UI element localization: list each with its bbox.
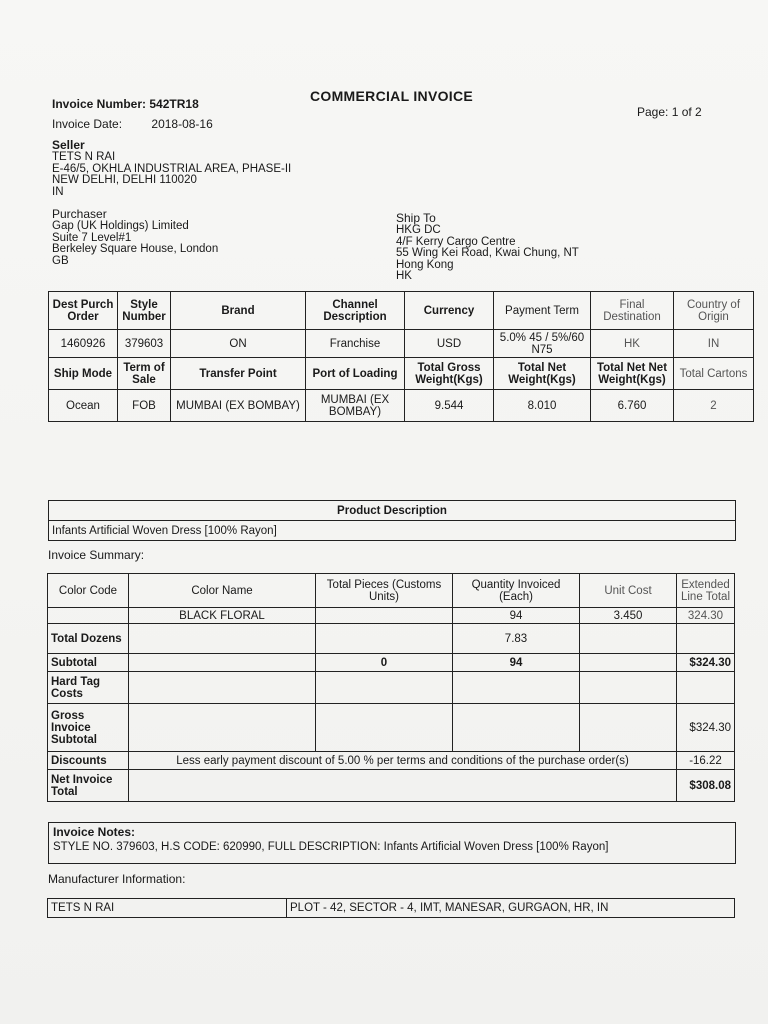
manufacturer-address: PLOT - 42, SECTOR - 4, IMT, MANESAR, GURGAON, HR, IN bbox=[287, 899, 735, 918]
header-ship-mode: Ship Mode bbox=[49, 358, 118, 390]
header-color-name: Color Name bbox=[129, 574, 316, 608]
value-dest-purch-order: 1460926 bbox=[49, 330, 118, 358]
header-dest-purch-order: Dest Purch Order bbox=[49, 292, 118, 330]
seller-line: NEW DELHI, DELHI 110020 bbox=[52, 174, 197, 186]
line-unit-cost: 3.450 bbox=[580, 608, 677, 624]
header-currency: Currency bbox=[405, 292, 494, 330]
invoice-summary-table bbox=[47, 573, 735, 802]
line-color-name: BLACK FLORAL bbox=[129, 608, 316, 624]
total-dozens-value: 7.83 bbox=[453, 624, 580, 654]
header-extended-line-total: Extended Line Total bbox=[677, 574, 735, 608]
value-style-number: 379603 bbox=[118, 330, 171, 358]
value-term-of-sale: FOB bbox=[118, 390, 171, 422]
invoice-number bbox=[52, 97, 199, 111]
value-brand: ON bbox=[171, 330, 306, 358]
gross-invoice-subtotal-value: $324.30 bbox=[677, 704, 735, 752]
manufacturer-name: TETS N RAI bbox=[48, 899, 287, 918]
header-channel-description: Channel Description bbox=[306, 292, 405, 330]
product-description-header: Product Description bbox=[49, 501, 736, 521]
header-term-of-sale: Term of Sale bbox=[118, 358, 171, 390]
document-title: COMMERCIAL INVOICE bbox=[310, 88, 474, 104]
seller-block bbox=[52, 138, 291, 198]
header-total-net-weight: Total Net Weight(Kgs) bbox=[494, 358, 591, 390]
line-color-code bbox=[48, 608, 129, 624]
invoice-number-value: 542TR18 bbox=[149, 97, 199, 111]
value-total-net-net-weight: 6.760 bbox=[591, 390, 674, 422]
purchaser-label: Purchaser bbox=[52, 207, 107, 221]
seller-line: E-46/5, OKHLA INDUSTRIAL AREA, PHASE-II bbox=[52, 162, 292, 175]
invoice-notes-label: Invoice Notes: bbox=[53, 825, 136, 839]
purchaser-line: GB bbox=[52, 254, 69, 267]
net-invoice-total-value: $308.08 bbox=[677, 770, 735, 802]
purchaser-line: Berkeley Square House, London bbox=[52, 243, 219, 255]
invoice-number-label: Invoice Number: bbox=[52, 97, 147, 111]
subtotal-extended: $324.30 bbox=[677, 654, 735, 672]
gross-invoice-subtotal-label: Gross Invoice Subtotal bbox=[48, 704, 129, 752]
header-total-gross-weight: Total Gross Weight(Kgs) bbox=[405, 358, 494, 390]
seller-label: Seller bbox=[52, 138, 85, 152]
ship-to-block bbox=[396, 211, 579, 283]
header-transfer-point: Transfer Point bbox=[171, 358, 306, 390]
discounts-value: -16.22 bbox=[677, 752, 735, 770]
value-ship-mode: Ocean bbox=[49, 390, 118, 422]
line-quantity: 94 bbox=[453, 608, 580, 624]
ship-to-line: 55 Wing Kei Road, Kwai Chung, NT bbox=[396, 247, 579, 259]
discounts-text: Less early payment discount of 5.00 % per terms and conditions of the purchase order(s) bbox=[129, 752, 677, 770]
ship-to-line: HKG DC bbox=[396, 224, 441, 236]
line-extended-total: 324.30 bbox=[677, 608, 735, 624]
invoice-summary-label: Invoice Summary: bbox=[48, 548, 145, 562]
purchaser-block bbox=[52, 207, 218, 267]
header-total-pieces: Total Pieces (Customs Units) bbox=[316, 574, 453, 608]
value-final-destination: HK bbox=[591, 330, 674, 358]
header-port-of-loading: Port of Loading bbox=[306, 358, 405, 390]
page-number: Page: 1 of 2 bbox=[637, 105, 702, 119]
value-country-of-origin: IN bbox=[674, 330, 754, 358]
value-transfer-point: MUMBAI (EX BOMBAY) bbox=[171, 390, 306, 422]
value-total-net-weight: 8.010 bbox=[494, 390, 591, 422]
net-invoice-total-label: Net Invoice Total bbox=[48, 770, 129, 802]
header-final-destination: Final Destination bbox=[591, 292, 674, 330]
header-total-cartons: Total Cartons bbox=[674, 358, 754, 390]
discounts-label: Discounts bbox=[48, 752, 129, 770]
subtotal-pieces: 0 bbox=[316, 654, 453, 672]
invoice-notes-box bbox=[48, 822, 736, 864]
subtotal-label: Subtotal bbox=[48, 654, 129, 672]
hard-tag-costs-label: Hard Tag Costs bbox=[48, 672, 129, 704]
product-description-table bbox=[48, 500, 736, 541]
value-total-cartons: 2 bbox=[674, 390, 754, 422]
header-color-code: Color Code bbox=[48, 574, 129, 608]
ship-to-label: Ship To bbox=[396, 211, 436, 225]
value-total-gross-weight: 9.544 bbox=[405, 390, 494, 422]
order-details-table bbox=[48, 291, 754, 422]
header-brand: Brand bbox=[171, 292, 306, 330]
header-unit-cost: Unit Cost bbox=[580, 574, 677, 608]
purchaser-line: Gap (UK Holdings) Limited bbox=[52, 220, 189, 232]
value-channel-description: Franchise bbox=[306, 330, 405, 358]
value-currency: USD bbox=[405, 330, 494, 358]
invoice-date-label: Invoice Date: bbox=[52, 117, 123, 131]
value-payment-term: 5.0% 45 / 5%/60 N75 bbox=[494, 330, 591, 358]
purchaser-line: Suite 7 Level#1 bbox=[52, 231, 132, 244]
header-quantity-invoiced: Quantity Invoiced (Each) bbox=[453, 574, 580, 608]
total-dozens-label: Total Dozens bbox=[48, 624, 129, 654]
invoice-date-value: 2018-08-16 bbox=[151, 117, 213, 131]
seller-line: TETS N RAI bbox=[52, 151, 116, 163]
ship-to-line: 4/F Kerry Cargo Centre bbox=[396, 235, 516, 248]
invoice-notes-text: STYLE NO. 379603, H.S CODE: 620990, FULL DESCRIPTION: Infants Artificial Woven Dress [100% Rayon] bbox=[53, 841, 609, 853]
value-port-of-loading: MUMBAI (EX BOMBAY) bbox=[306, 390, 405, 422]
ship-to-line: Hong Kong bbox=[396, 258, 454, 271]
ship-to-line: HK bbox=[396, 270, 412, 282]
subtotal-quantity: 94 bbox=[453, 654, 580, 672]
line-total-pieces bbox=[316, 608, 453, 624]
header-style-number: Style Number bbox=[118, 292, 171, 330]
header-total-net-net-weight: Total Net Net Weight(Kgs) bbox=[591, 358, 674, 390]
manufacturer-table bbox=[47, 898, 735, 918]
manufacturer-info-label: Manufacturer Information: bbox=[48, 872, 186, 886]
header-payment-term: Payment Term bbox=[494, 292, 591, 330]
product-description-value: Infants Artificial Woven Dress [100% Rayon] bbox=[49, 521, 736, 541]
invoice-date bbox=[52, 117, 213, 131]
seller-line: IN bbox=[52, 185, 64, 198]
header-country-of-origin: Country of Origin bbox=[674, 292, 754, 330]
